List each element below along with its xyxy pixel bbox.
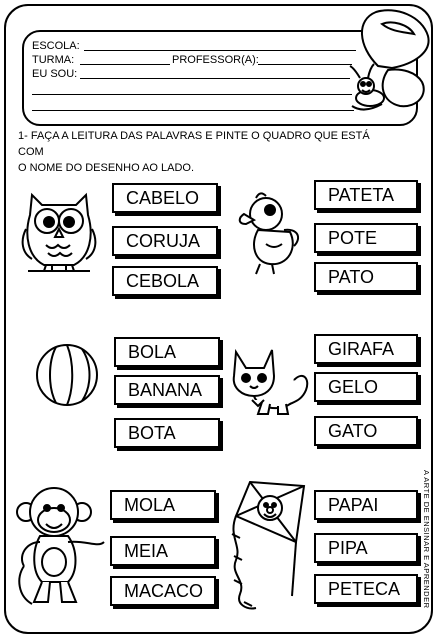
eu-sou-line[interactable] [80,78,350,79]
eu-sou-label: EU SOU: [32,68,78,80]
ball-icon [34,342,100,408]
blank-line-1[interactable] [32,94,352,95]
option-cabelo[interactable]: CABELO [112,183,218,213]
turma-line[interactable] [80,64,170,65]
option-cebola[interactable]: CEBOLA [112,266,218,296]
professor-line[interactable] [258,64,352,65]
owl-icon [18,185,100,275]
turma-label: TURMA: [32,54,75,66]
duck-icon [236,188,306,276]
option-pato[interactable]: PATO [314,262,418,292]
option-banana[interactable]: BANANA [114,375,220,405]
option-papai[interactable]: PAPAI [314,490,418,520]
option-meia[interactable]: MEIA [110,536,216,566]
escola-label: ESCOLA: [32,40,80,52]
option-pote[interactable]: POTE [314,223,418,253]
option-bola[interactable]: BOLA [114,337,220,367]
option-pipa[interactable]: PIPA [314,533,418,563]
instructions [18,128,398,176]
option-pateta[interactable]: PATETA [314,180,418,210]
option-girafa[interactable]: GIRAFA [314,334,418,364]
blank-line-2[interactable] [32,110,354,111]
option-gato[interactable]: GATO [314,416,418,446]
cat-icon [228,346,312,418]
instruction-line-1: 1- FAÇA A LEITURA DAS PALAVRAS E PINTE O QUADRO QUE ESTÁ COM [18,130,370,158]
butterfly-icon [348,6,434,124]
option-macaco[interactable]: MACACO [110,576,216,606]
kite-icon [226,476,312,616]
side-credit: A ARTE DE ENSINAR E APRENDER [422,470,431,609]
option-peteca[interactable]: PETECA [314,574,418,604]
monkey-icon [12,486,110,610]
option-coruja[interactable]: CORUJA [112,226,218,256]
option-gelo[interactable]: GELO [314,372,418,402]
option-mola[interactable]: MOLA [110,490,216,520]
option-bota[interactable]: BOTA [114,418,220,448]
instruction-line-2: O NOME DO DESENHO AO LADO. [18,162,195,174]
escola-line[interactable] [84,50,356,51]
professor-label: PROFESSOR(A): [172,54,259,66]
